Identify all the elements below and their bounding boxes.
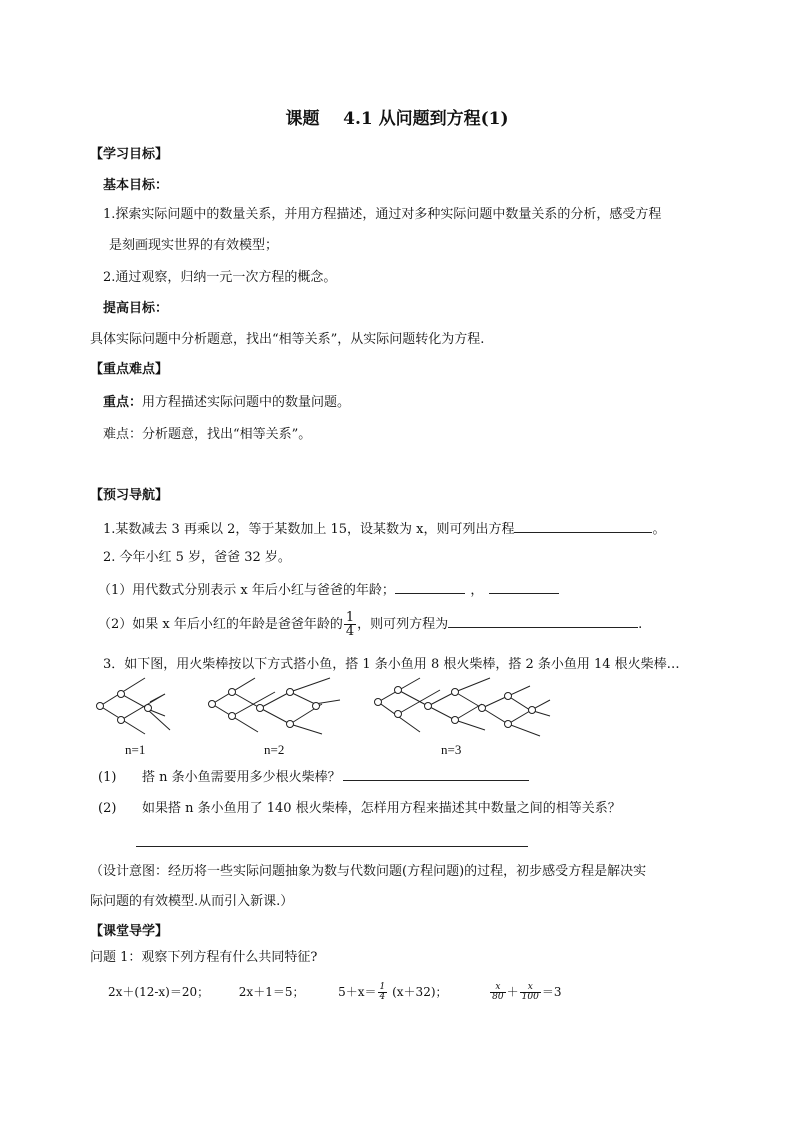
preview-q2-2-text-b: ，则可列方程为	[357, 617, 449, 632]
preview-q3-1-text: 搭 n 条小鱼需要用多少根火柴棒？	[142, 770, 341, 785]
equation-3: 5＋x＝ $\frac{1}{4}$ (x＋32)；	[338, 982, 448, 1002]
item-number: (1)	[98, 770, 117, 785]
preview-q3-2	[98, 800, 621, 818]
advanced-objective-text: 具体实际问题中分析题意，找出“相等关系”，从实际问题转化为方程.	[90, 332, 485, 347]
preview-q2-1-text: （1）用代数式分别表示 x 年后小红与爸爸的年龄；	[98, 583, 395, 598]
basic-objective-label: 基本目标：	[103, 178, 169, 193]
matchstick-fish-figure	[90, 674, 560, 740]
equation-row	[108, 975, 561, 1009]
key-point	[103, 394, 350, 412]
fraction: $\frac{1}{4}$	[379, 982, 386, 1002]
fish-n2	[209, 678, 341, 734]
preview-q1	[103, 519, 666, 539]
preview-q2-2-text: （2）如果 x 年后小红的年龄是爸爸年龄的	[98, 617, 343, 632]
preview-q3: 3．如下图，用火柴棒按以下方式搭小鱼，搭 1 条小鱼用 8 根火柴棒，搭 2 条小鱼用 14 根火柴棒…	[103, 657, 680, 672]
preview-q3-1	[98, 767, 529, 787]
answer-blank[interactable]	[343, 767, 529, 781]
basic-objective-1: 1.探索实际问题中的数量关系，并用方程描述，通过对多种实际问题中数量关系的分析，感受方程	[103, 207, 662, 222]
fig-label-n3: n=3	[441, 742, 462, 757]
equation-1: 2x＋(12-x)＝20；	[108, 985, 210, 999]
key-points-heading: 【重点难点】	[90, 362, 169, 377]
preview-q2: 2. 今年小红 5 岁，爸爸 32 岁。	[103, 550, 291, 565]
fraction: $\frac{x}{100}$	[521, 982, 539, 1002]
fig-label-n1: n=1	[125, 742, 146, 757]
preview-q2-1	[98, 580, 559, 600]
fish-n3	[375, 678, 551, 736]
key-point-label: 重点：	[103, 395, 143, 410]
design-intent-cont: 际问题的有效模型.从而引入新课.）	[90, 894, 294, 909]
answer-line[interactable]	[136, 846, 528, 847]
separator: ，	[470, 583, 484, 598]
fig-label-n2: n=2	[264, 742, 285, 757]
answer-blank[interactable]	[395, 580, 465, 594]
preview-q1-text: 1.某数减去 3 再乘以 2，等于某数加上 15，设某数为 x，则可列出方程	[103, 522, 515, 537]
preview-heading: 【预习导航】	[90, 488, 169, 503]
equation-2: 2x＋1＝5；	[238, 985, 305, 999]
fraction: $\frac{x}{80}$	[492, 982, 504, 1002]
preview-q2-2-end: .	[638, 617, 643, 632]
design-intent: （设计意图：经历将一些实际问题抽象为数与代数问题(方程问题)的过程，初步感受方程是解决实	[90, 864, 647, 879]
equation-4: $\frac{x}{80}$ ＋ $\frac{x}{100}$ ＝3	[492, 982, 562, 1002]
answer-blank[interactable]	[514, 519, 652, 533]
advanced-objective-label: 提高目标：	[103, 301, 169, 316]
problem-1: 问题 1：观察下列方程有什么共同特征?	[90, 950, 318, 965]
preview-q2-2	[98, 610, 642, 640]
difficult-point: 难点：分析题意，找出“相等关系”。	[103, 427, 312, 442]
answer-blank[interactable]	[489, 580, 559, 594]
item-number: (2)	[98, 801, 117, 816]
fraction: $\frac{1}{4}$	[345, 610, 355, 639]
page-title: 课题 4.1 从问题到方程(1)	[285, 109, 509, 129]
preview-q3-2-text: 如果搭 n 条小鱼用了 140 根火柴棒，怎样用方程来描述其中数量之间的相等关系？	[142, 801, 621, 816]
fish-n1	[97, 678, 171, 734]
preview-q1-end: 。	[652, 522, 666, 537]
answer-blank[interactable]	[448, 614, 638, 628]
key-point-text: 用方程描述实际问题中的数量问题。	[142, 395, 351, 410]
objectives-heading: 【学习目标】	[90, 147, 169, 162]
basic-objective-1-cont: 是刻画现实世界的有效模型；	[109, 238, 279, 253]
basic-objective-2: 2.通过观察，归纳一元一次方程的概念。	[103, 270, 337, 285]
classroom-heading: 【课堂导学】	[90, 924, 169, 939]
